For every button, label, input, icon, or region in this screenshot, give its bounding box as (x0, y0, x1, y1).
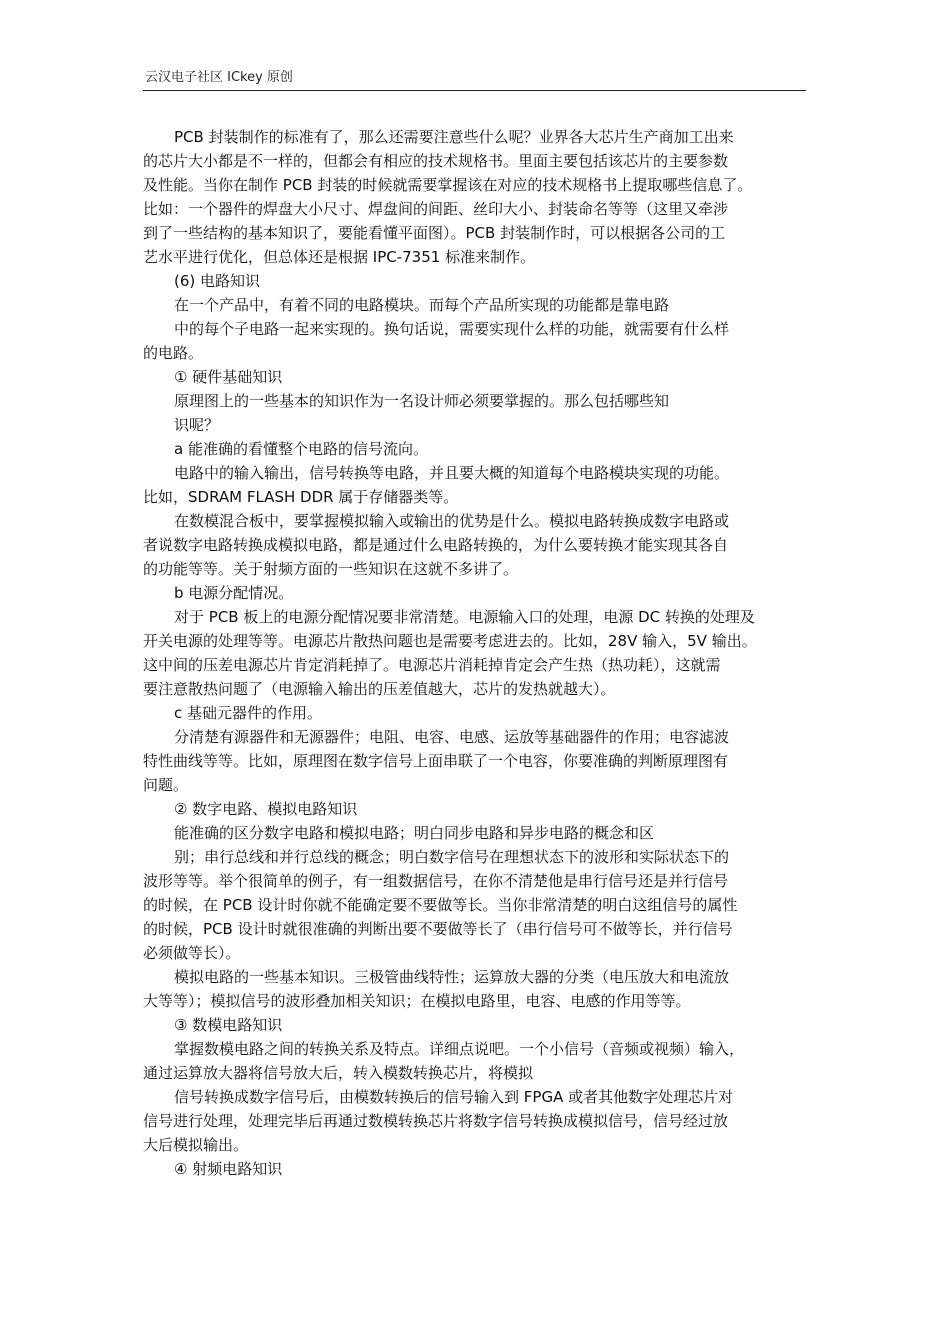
body-text-line: 大等等）；模拟信号的波形叠加相关知识；在模拟电路里，电容、电感的作用等等。 (143, 992, 691, 1010)
body-text-line: 能准确的区分数字电路和模拟电路；明白同步电路和异步电路的概念和区 (174, 824, 655, 842)
body-text-line: 原理图上的一些基本的知识作为一名设计师必须要掌握的。那么包括哪些知 (174, 392, 670, 410)
body-text-line: ④ 射频电路知识 (174, 1160, 283, 1178)
body-text-line: 中的每个子电路一起来实现的。换句话说，需要实现什么样的功能，就需要有什么样 (174, 320, 730, 338)
body-text-line: 比如：一个器件的焊盘大小尺寸、焊盘间的间距、丝印大小、封装命名等等（这里又牵涉 (143, 200, 729, 218)
body-text-line: 信号转换成数字信号后，由模数转换后的信号输入到 FPGA 或者其他数字处理芯片对 (174, 1088, 734, 1106)
body-text-line: 及性能。当你在制作 PCB 封装的时候就需要掌握该在对应的技术规格书上提取哪些信息了。 (143, 176, 753, 194)
body-text-line: 通过运算放大器将信号放大后，转入模数转换芯片，将模拟 (143, 1064, 534, 1082)
body-text-line: ① 硬件基础知识 (174, 368, 283, 386)
body-text-line: 问题。 (143, 776, 189, 794)
body-text-line: 者说数字电路转换成模拟电路，都是通过什么电路转换的，为什么要转换才能实现其各自 (143, 536, 729, 554)
body-text-line: 在一个产品中，有着不同的电路模块。而每个产品所实现的功能都是靠电路 (174, 296, 670, 314)
body-text-line: 的电路。 (143, 344, 204, 362)
body-text-line: 模拟电路的一些基本知识。三极管曲线特性；运算放大器的分类（电压放大和电流放 (174, 968, 730, 986)
body-text-line: 必须做等长）。 (143, 944, 241, 962)
body-text-line: 波形等等。举个很简单的例子，有一组数据信号，在你不清楚他是串行信号还是并行信号 (143, 872, 729, 890)
body-text-line: 的功能等等。关于射频方面的一些知识在这就不多讲了。 (143, 560, 519, 578)
body-text-line: PCB 封装制作的标准有了，那么还需要注意些什么呢？业界各大芯片生产商加工出来 (174, 128, 734, 146)
body-text-line: 电路中的输入输出，信号转换等电路，并且要大概的知道每个电路模块实现的功能。 (174, 464, 730, 482)
document-body (143, 125, 811, 1181)
body-text-line: 在数模混合板中，要掌握模拟输入或输出的优势是什么。模拟电路转换成数字电路或 (174, 512, 730, 530)
body-text-line: 的时候，PCB 设计时就很准确的判断出要不要做等长了（串行信号可不做等长，并行信号 (143, 920, 733, 938)
body-text-line: 识呢？ (174, 416, 220, 434)
body-text-line: (6) 电路知识 (174, 272, 261, 290)
body-text-line: c 基础元器件的作用。 (174, 704, 323, 722)
body-text-line: 的芯片大小都是不一样的，但都会有相应的技术规格书。里面主要包括该芯片的主要参数 (143, 152, 729, 170)
body-text-line: 要注意散热问题了（电源输入输出的压差值越大，芯片的发热就越大）。 (143, 680, 616, 698)
body-text-line: 信号进行处理，处理完毕后再通过数模转换芯片将数字信号转换成模拟信号，信号经过放 (143, 1112, 729, 1130)
body-text-line: 艺水平进行优化，但总体还是根据 IPC-7351 标准来制作。 (143, 248, 536, 266)
body-text-line: a 能准确的看懂整个电路的信号流向。 (174, 440, 428, 458)
body-text-line: ② 数字电路、模拟电路知识 (174, 800, 358, 818)
body-text-line: ③ 数模电路知识 (174, 1016, 283, 1034)
header-title: 云汉电子社区 ICkey 原创 (145, 70, 293, 85)
body-text-line: 大后模拟输出。 (143, 1136, 249, 1154)
body-text-line: 的时候，在 PCB 设计时你就不能确定要不要做等长。当你非常清楚的明白这组信号的属性 (143, 896, 738, 914)
body-text-line: 比如，SDRAM FLASH DDR 属于存储器类等。 (143, 488, 459, 506)
body-text-line: 对于 PCB 板上的电源分配情况要非常清楚。电源输入口的处理，电源 DC 转换的处理及 (174, 608, 755, 626)
body-text-line: 分清楚有源器件和无源器件；电阻、电容、电感、运放等基础器件的作用；电容滤波 (174, 728, 730, 746)
body-text-line: 这中间的压差电源芯片肯定消耗掉了。电源芯片消耗掉肯定会产生热（热功耗），这就需 (143, 656, 721, 674)
page-header (143, 70, 806, 91)
body-text-line: 到了一些结构的基本知识了，要能看懂平面图）。PCB 封装制作时，可以根据各公司的工 (143, 224, 726, 242)
body-text-line: 别；串行总线和并行总线的概念；明白数字信号在理想状态下的波形和实际状态下的 (174, 848, 730, 866)
body-text-line: 掌握数模电路之间的转换关系及特点。详细点说吧。一个小信号（音频或视频）输入， (174, 1040, 745, 1058)
body-text-line: 开关电源的处理等等。电源芯片散热问题也是需要考虑进去的。比如，28V 输入，5V 输出。 (143, 632, 757, 650)
body-text-line: 特性曲线等等。比如，原理图在数字信号上面串联了一个电容，你要准确的判断原理图有 (143, 752, 729, 770)
body-text-line: b 电源分配情况。 (174, 584, 294, 602)
